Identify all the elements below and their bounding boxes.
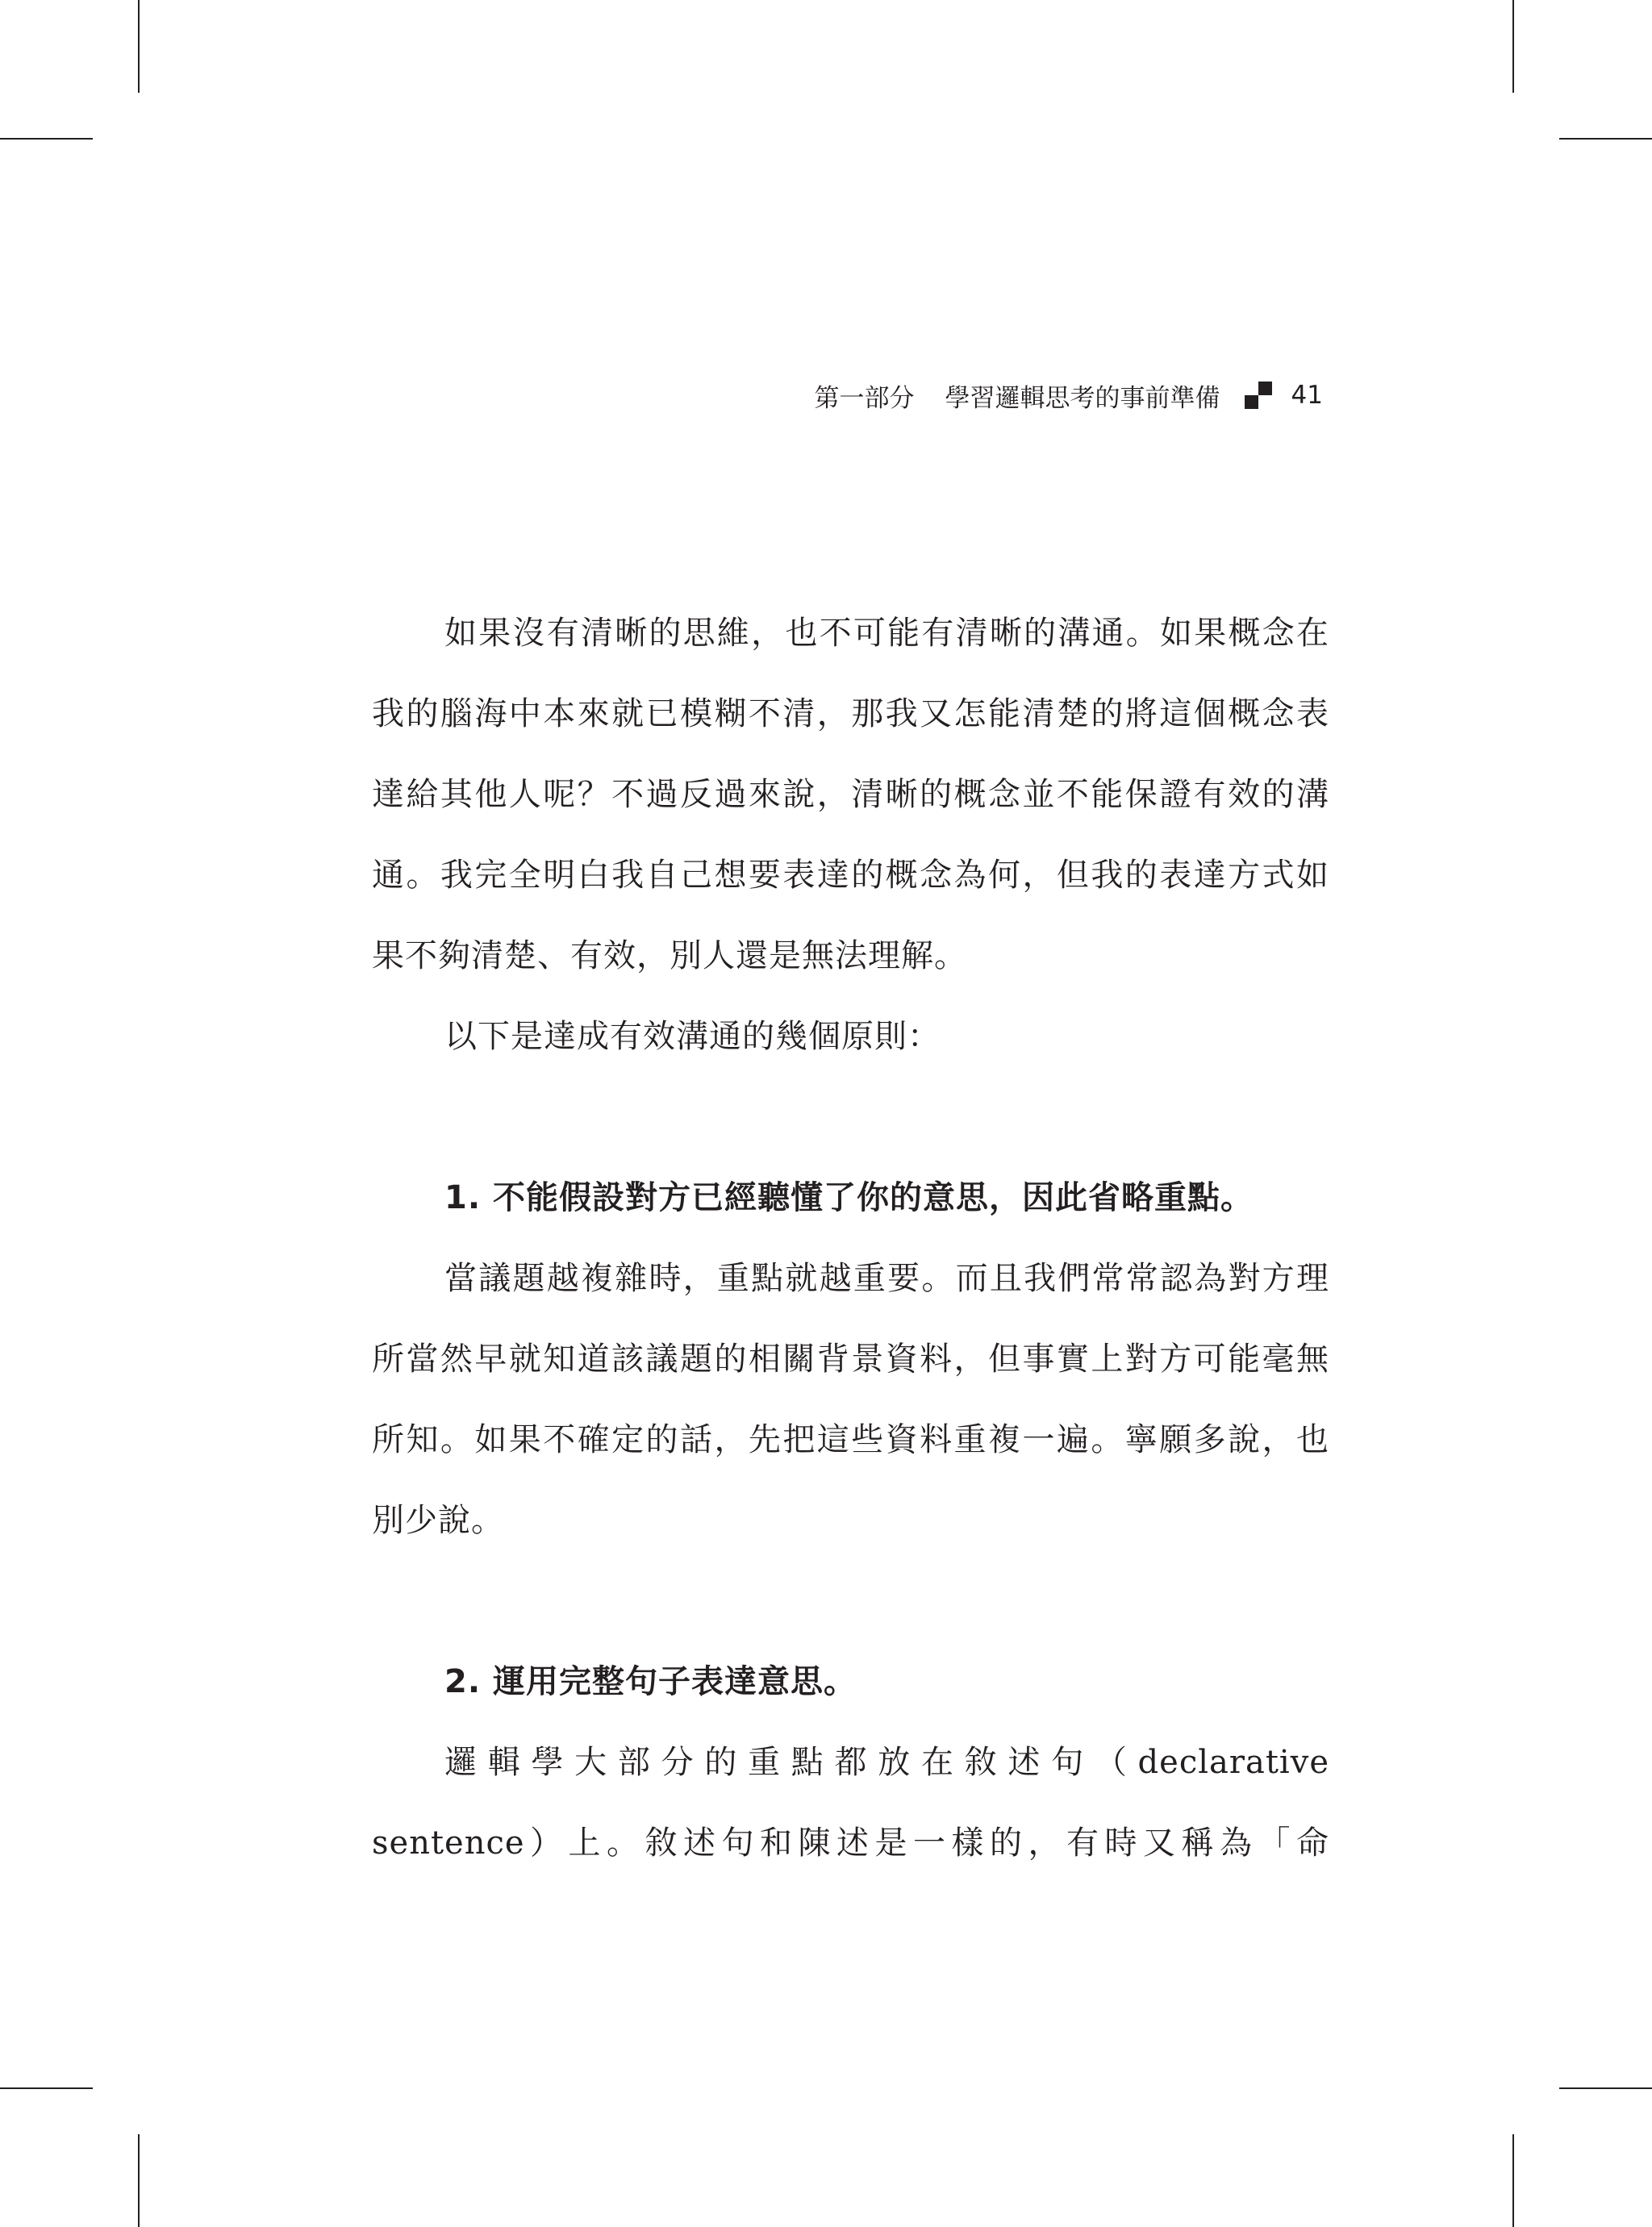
section-spacer: [372, 1077, 1329, 1157]
crop-mark-bottom-left-horizontal: [0, 2087, 93, 2089]
running-header: [815, 375, 1323, 415]
square-mark-icon: [1245, 382, 1272, 409]
chapter-title: 學習邏輯思考的事前準備: [945, 383, 1220, 413]
crop-mark-top-left-vertical: [138, 0, 140, 93]
crop-mark-top-right-horizontal: [1559, 138, 1652, 140]
section-heading: 2. 運用完整句子表達意思。: [444, 1663, 857, 1700]
crop-mark-top-right-vertical: [1512, 0, 1514, 93]
section-spacer: [372, 1561, 1329, 1641]
crop-mark-bottom-left-vertical: [138, 2134, 140, 2227]
body-paragraph: 以下是達成有效溝通的幾個原則：: [444, 1018, 941, 1055]
part-label: 第一部分: [814, 383, 915, 413]
crop-mark-bottom-right-vertical: [1512, 2134, 1514, 2227]
crop-mark-top-left-horizontal: [0, 138, 93, 140]
body-paragraph: 當議題越複雜時，重點就越重要。而且我們常常認為對方理所當然早就知道該議題的相關背景資料，但事實上對方可能毫無所知。如果不確定的話，先把這些資料重複一遍。寧願多說，也別少說。: [372, 1260, 1329, 1539]
body-paragraph: 如果沒有清晰的思維，也不可能有清晰的溝通。如果概念在我的腦海中本來就已模糊不清，那我又怎能清楚的將這個概念表達給其他人呢？不過反過來說，清晰的概念並不能保證有效的溝通。我完全明白我自己想要表達的概念為何，但我的表達方式如果不夠清楚、有效，別人還是無法理解。: [372, 615, 1329, 974]
page-number: 41: [1291, 381, 1323, 410]
section-heading: 1. 不能假設對方已經聽懂了你的意思，因此省略重點。: [444, 1179, 1254, 1216]
crop-mark-bottom-right-horizontal: [1559, 2087, 1652, 2089]
page-body: [372, 593, 1329, 1883]
body-paragraph: 邏輯學大部分的重點都放在敘述句（declarative sentence）上。敘述句和陳述是一樣的，有時又稱為「命: [372, 1744, 1329, 1862]
